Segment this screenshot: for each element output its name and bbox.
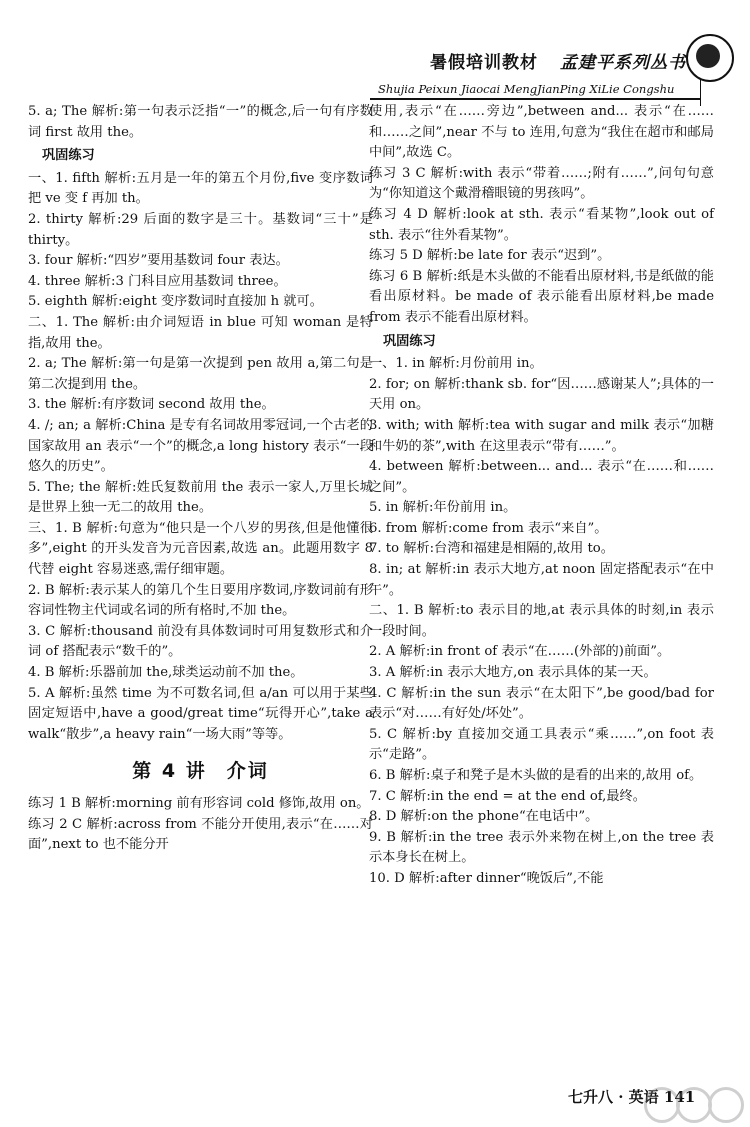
answer-item: 2. B 解析:表示某人的第几个生日要用序数词,序数词前有形容词性物主代词或名词的所有格时,不加 the。 xyxy=(28,582,373,619)
answer-item: 7. C 解析:in the end = at the end of,最终。 xyxy=(369,788,646,804)
answer-item: 三、1. B 解析:句意为“他只是一个八岁的男孩,但是他懂很多”,eight 的开头发音为元音因素,故选 an。此题用数字 8 代替 eight 容易迷惑,需仔细审题。 xyxy=(28,520,373,578)
answer-item: 练习 2 C 解析:across from 不能分开使用,表示“在……对面”,next to 也不能分开 xyxy=(28,816,373,853)
answer-item: 5. eighth 解析:eight 变序数词时直接加 h 就可。 xyxy=(28,294,323,310)
answer-item: 3. with; with 解析:tea with sugar and milk 表示“加糖和牛奶的茶”,with 在这里表示“带有……”。 xyxy=(369,417,714,454)
answer-item: 5. A 解析:虽然 time 为不可数名词,但 a/an 可以用于某些固定短语中,have a good/great time“玩得开心”,take a walk“散步”,a heavy rain“一场大雨”等等。 xyxy=(28,685,373,742)
section-heading: 巩固练习 xyxy=(42,148,95,164)
answer-item: 4. between 解析:between... and... 表示“在……和……之间”。 xyxy=(369,459,714,495)
answer-item: 2. thirty 解析:29 后面的数字是三十。基数词“三十”是 thirty。 xyxy=(28,211,373,248)
answer-item: 4. C 解析:in the sun 表示“在太阳下”,be good/bad for 表示“对……有好处/坏处”。 xyxy=(369,685,714,722)
section-heading: 巩固练习 xyxy=(383,333,436,349)
answer-item: 3. four 解析:“四岁”要用基数词 four 表达。 xyxy=(28,253,289,269)
answer-item: 5. C 解析:by 直接加交通工具表示“乘……”,on foot 表示“走路”。 xyxy=(369,726,714,763)
right-column xyxy=(369,102,714,890)
answer-item: 7. to 解析:台湾和福建是相隔的,故用 to。 xyxy=(369,541,614,557)
answer-item: 5. a; The 解析:第一句表示泛指“一”的概念,后一句有序数词 first 故用 the。 xyxy=(28,104,373,140)
answer-item: 3. A 解析:in 表示大地方,on 表示具体的某一天。 xyxy=(369,665,657,681)
answer-item: 2. A 解析:in front of 表示“在……(外部的)前面”。 xyxy=(369,644,671,660)
series-title xyxy=(430,48,686,73)
series-pinyin: Shujia Peixun Jiaocai MengJianPing XiLie Congshu xyxy=(378,82,675,96)
answer-item: 3. the 解析:有序数词 second 故用 the。 xyxy=(28,397,275,413)
publisher-logo-icon xyxy=(686,34,734,82)
answer-item: 9. B 解析:in the tree 表示外来物在树上,on the tree 表示本身长在树上。 xyxy=(369,829,714,866)
answer-item: 3. C 解析:thousand 前没有具体数词时可用复数形式和介词 of 搭配表示“数千的”。 xyxy=(28,623,373,660)
answer-item: 6. from 解析:come from 表示“来自”。 xyxy=(369,520,608,536)
answer-item: 4. three 解析:3 门科目应用基数词 three。 xyxy=(28,273,287,289)
answer-item: 4. /; an; a 解析:China 是专有名词故用零冠词,一个古老的国家故用 an 表示“一个”的概念,a long history 表示“一段悠久的历史”。 xyxy=(28,417,373,475)
header-divider xyxy=(370,98,700,100)
answer-item: 5. in 解析:年份前用 in。 xyxy=(369,500,517,516)
watermark-icon xyxy=(640,1085,740,1121)
answer-item: 一、1. in 解析:月份前用 in。 xyxy=(369,356,543,372)
answer-item: 6. B 解析:桌子和凳子是木头做的是看的出来的,故用 of。 xyxy=(369,768,703,783)
answer-item: 练习 1 B 解析:morning 前有形容词 cold 修饰,故用 on。 xyxy=(28,796,370,811)
answer-item: 8. D 解析:on the phone“在电话中”。 xyxy=(369,809,599,825)
answer-item: 二、1. B 解析:to 表示目的地,at 表示具体的时刻,in 表示一段时间。 xyxy=(369,603,714,639)
answer-item: 2. a; The 解析:第一句是第一次提到 pen 故用 a,第二句是第二次提到用 the。 xyxy=(28,356,373,392)
answer-item: 4. B 解析:乐器前加 the,球类运动前不加 the。 xyxy=(28,665,304,681)
answer-item: 练习 5 D 解析:be late for 表示“迟到”。 xyxy=(369,248,611,264)
answer-item: 二、1. The 解析:由介词短语 in blue 可知 woman 是特指,故用 the。 xyxy=(28,314,373,351)
answer-item: 练习 4 D 解析:look at sth. 表示“看某物”,look out of sth. 表示“往外看某物”。 xyxy=(369,206,714,243)
answer-item: 5. The; the 解析:姓氏复数前用 the 表示一家人,万里长城是世界上独一无二的故用 the。 xyxy=(28,479,373,516)
answer-item: 10. D 解析:after dinner“晚饭后”,不能 xyxy=(369,870,604,886)
answer-item: 2. for; on 解析:thank sb. for“因……感谢某人”;具体的一天用 on。 xyxy=(369,376,714,413)
answer-item: 8. in; at 解析:in 表示大地方,at noon 固定搭配表示“在中午”。 xyxy=(369,562,714,598)
page-header xyxy=(0,0,750,110)
answer-item: 练习 3 C 解析:with 表示“带着……;附有……”,问句句意为“你知道这个戴滑稽眼镜的男孩吗”。 xyxy=(369,165,714,202)
answer-item: 一、1. fifth 解析:五月是一年的第五个月份,five 变序数词把 ve 变 f 再加 th。 xyxy=(28,170,373,207)
lecture-heading xyxy=(28,761,373,782)
series-title-b: 孟建平系列丛书 xyxy=(560,53,686,73)
answer-item: 使用,表示“在……旁边”,between and... 表示“在……和……之间”,near 不与 to 连用,句意为“我住在超市和邮局中间”,故选 C。 xyxy=(369,104,714,161)
series-title-a: 暑假培训教材 xyxy=(430,53,538,73)
answer-item: 练习 6 B 解析:纸是木头做的不能看出原材料,书是纸做的能看出原材料。be made of 表示能看出原材料,be made from 表示不能看出原材料。 xyxy=(369,268,714,325)
lecture-title: 介词 xyxy=(226,760,269,783)
left-column xyxy=(28,102,373,856)
page-footer: 七升八 · 英语 141 xyxy=(568,1088,696,1106)
lecture-number: 第 4 讲 xyxy=(132,760,207,783)
